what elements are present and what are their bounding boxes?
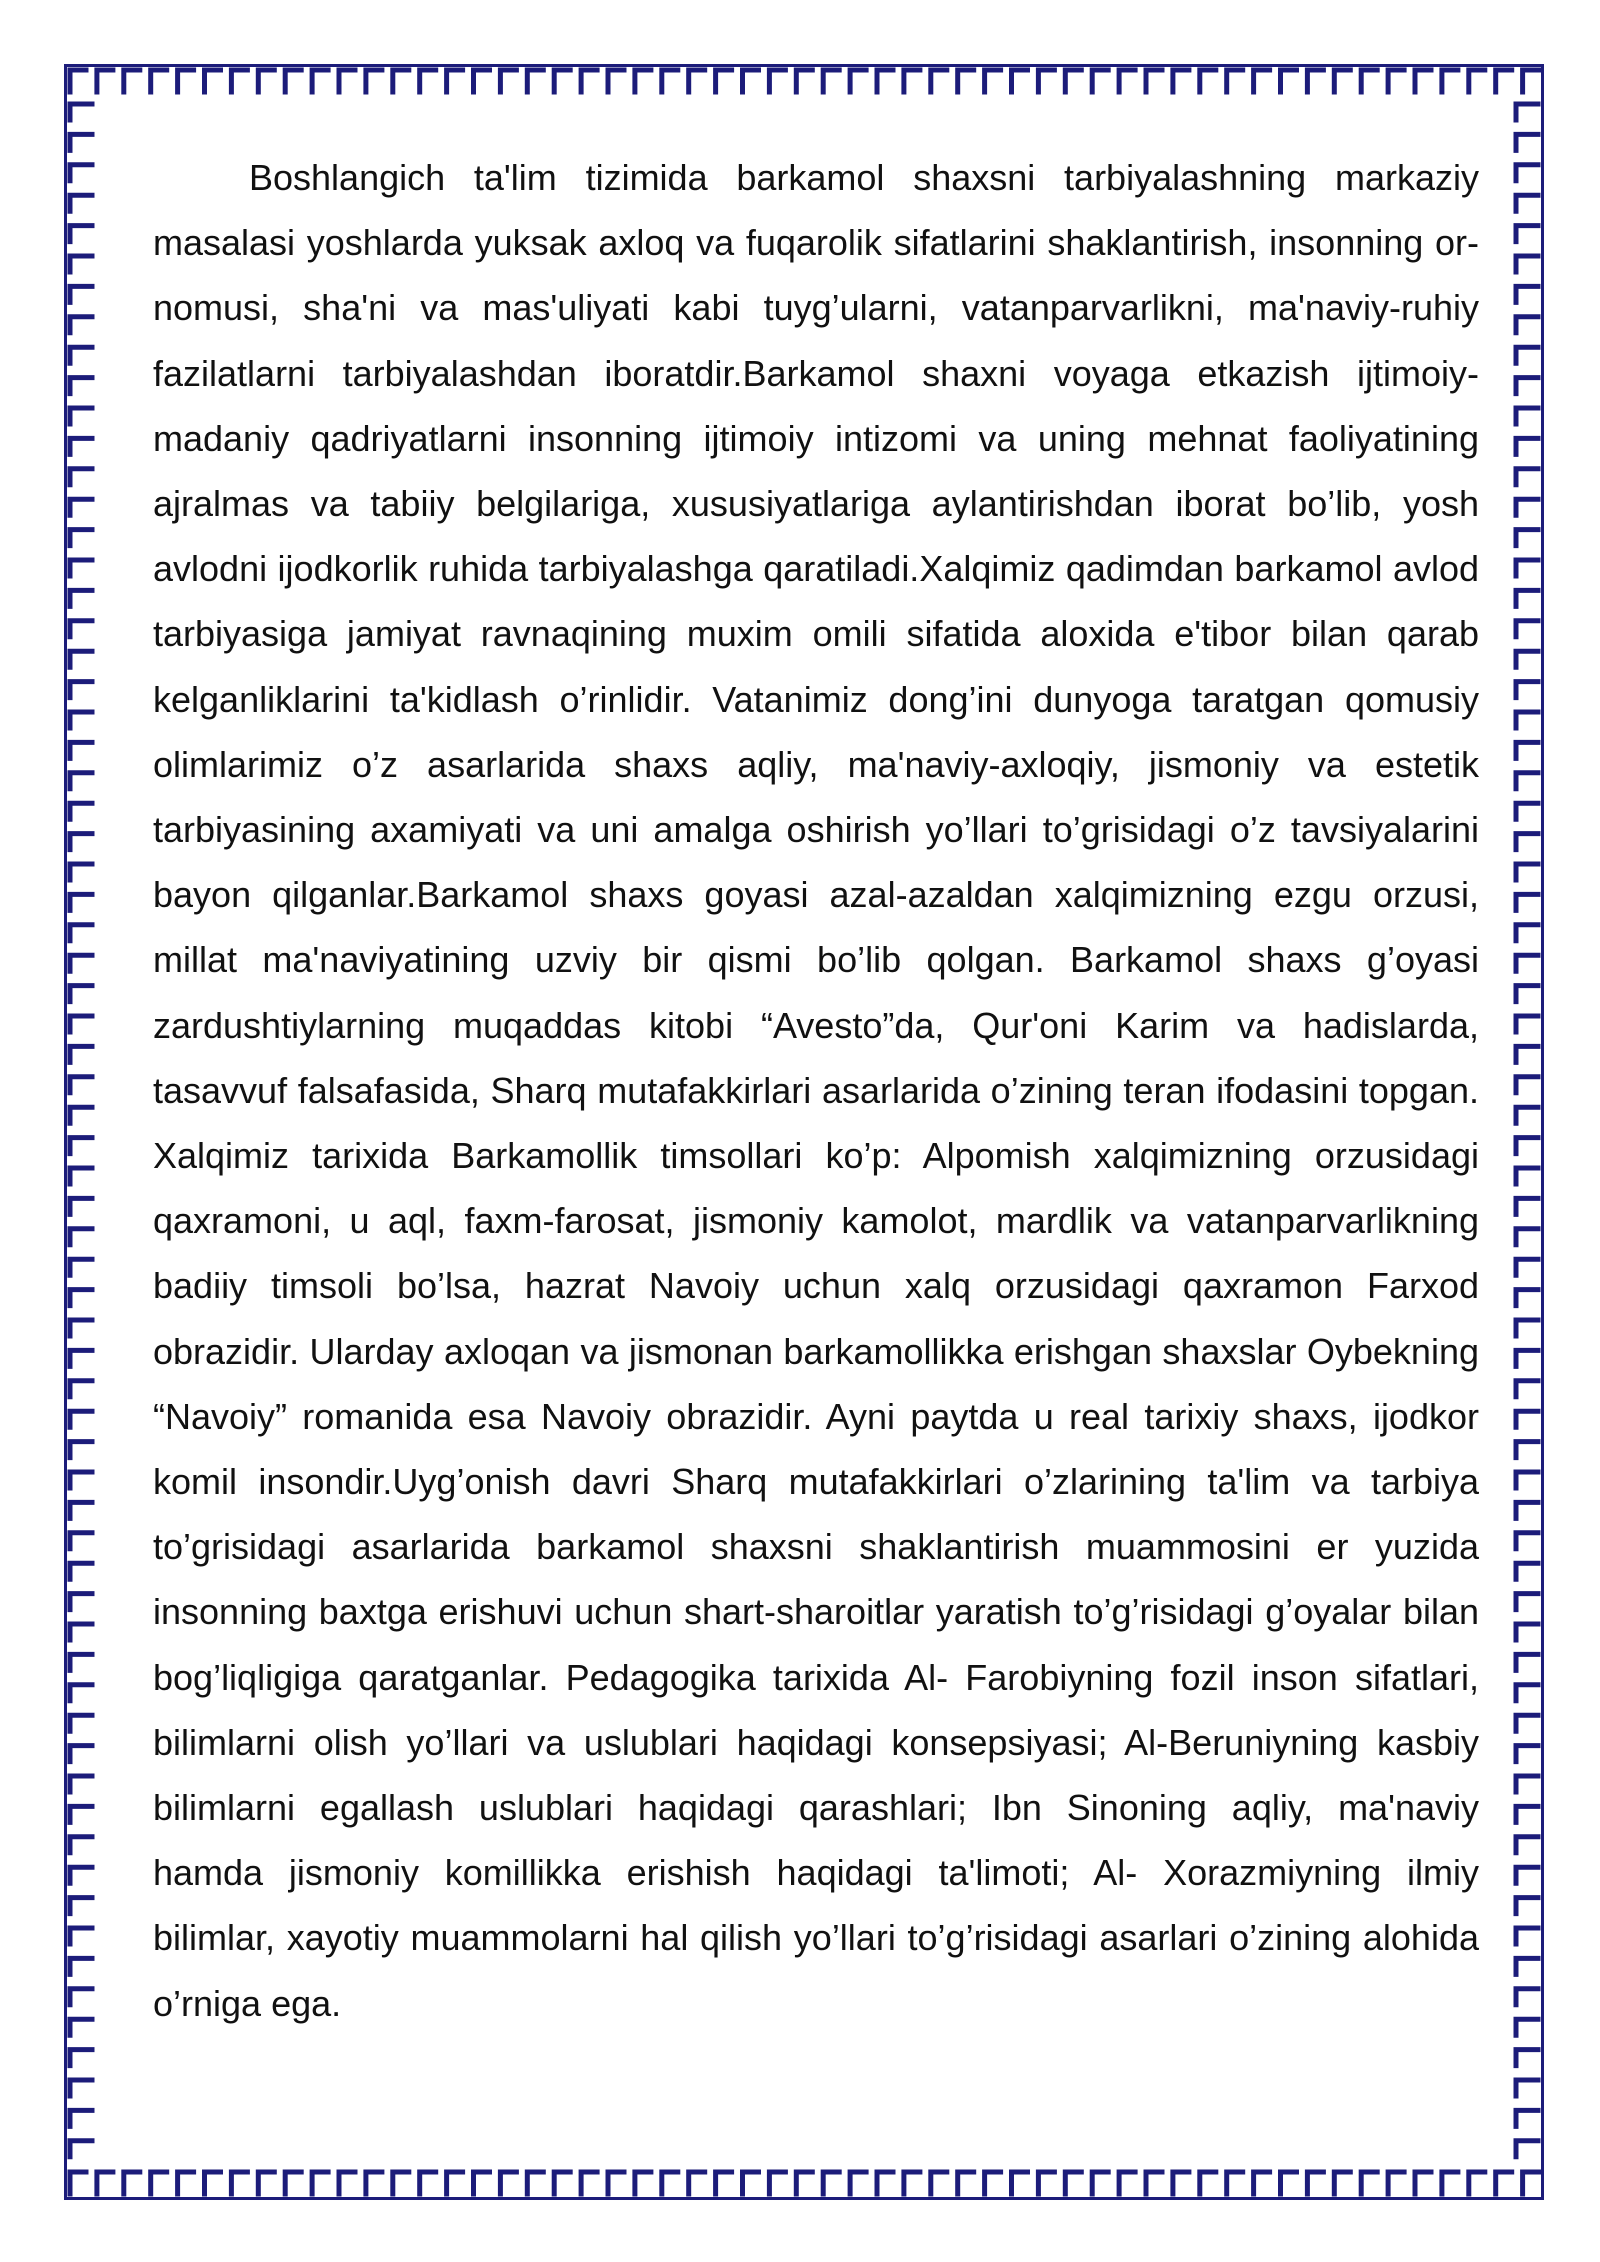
body-paragraph: Boshlangich ta'lim tizimida barkamol shaxsni tarbiyalashning markaziy masalasi yoshlarda yuksak axloq va fuqarolik sifatlarini shaklantirish, insonning or-nomusi, sha'ni va mas'uliyati kabi tuyg’ularni, vatanparvarlikni, ma'naviy-ruhiy fazilatlarni tarbiyalashdan iboratdir.Barkamol shaxni voyaga etkazish ijtimoiy-madaniy qadriyatlarni insonning ijtimoiy intizomi va uning mehnat faoliyatining ajralmas va tabiiy belgilariga, xususiyatlariga aylantirishdan iborat bo’lib, yosh avlodni ijodkorlik ruhida tarbiyalashga qaratiladi.Xalqimiz qadimdan barkamol avlod tarbiyasiga jamiyat ravnaqining muxim omili sifatida aloxida e'tibor bilan qarab kelganliklarini ta'kidlash o’rinlidir. Vatanimiz dong’ini dunyoga taratgan qomusiy olimlarimiz o’z asarlarida shaxs aqliy, ma'naviy-axloqiy, jismoniy va estetik tarbiyasining axamiyati va uni amalga oshirish yo’llari to’grisidagi o’z tavsiyalarini bayon qilganlar.Barkamol shaxs goyasi azal-azaldan xalqimizning ezgu orzusi, millat ma'naviyatining uzviy bir qismi bo’lib qolgan. Barkamol shaxs g’oyasi zardushtiylarning muqaddas kitobi “Avesto”da, Qur'oni Karim va hadislarda, tasavvuf falsafasida, Sharq mutafakkirlari asarlarida o’zining teran ifodasini topgan. Xalqimiz tarixida Barkamollik timsollari ko’p: Alpomish xalqimizning orzusidagi qaxramoni, u aql, faxm-farosat, jismoniy kamolot, mardlik va vatanparvarlikning badiiy timsoli bo’lsa, hazrat Navoiy uchun xalq orzusidagi qaxramon Farxod obrazidir. Ularday axloqan va jismonan barkamollikka erishgan shaxslar Oybekning “Navoiy” romanida esa Navoiy obrazidir. Ayni paytda u real tarixiy shaxs, ijodkor komil insondir.Uyg’onish davri Sharq mutafakkirlari o’zlarining ta'lim va tarbiya to’grisidagi asarlarida barkamol shaxsni shaklantirish muammosini er yuzida insonning baxtga erishuvi uchun shart-sharoitlar yaratish to’g’risidagi g’oyalar bilan bog’liqligiga qaratganlar. Pedagogika tarixida Al- Farobiyning fozil inson sifatlari, bilimlarni olish yo’llari va uslublari haqidagi konsepsiyasi; Al-Beruniyning kasbiy bilimlarni egallash uslublari haqidagi qarashlari; Ibn Sinoning aqliy, ma'naviy hamda jismoniy komillikka erishish haqidagi ta'limoti; Al- Xorazmiyning ilmiy bilimlar, xayotiy muammolarni hal qilish yo’llari to’g’risidagi asarlari o’zining alohida o’rniga ega.: [153, 157, 1479, 2024]
